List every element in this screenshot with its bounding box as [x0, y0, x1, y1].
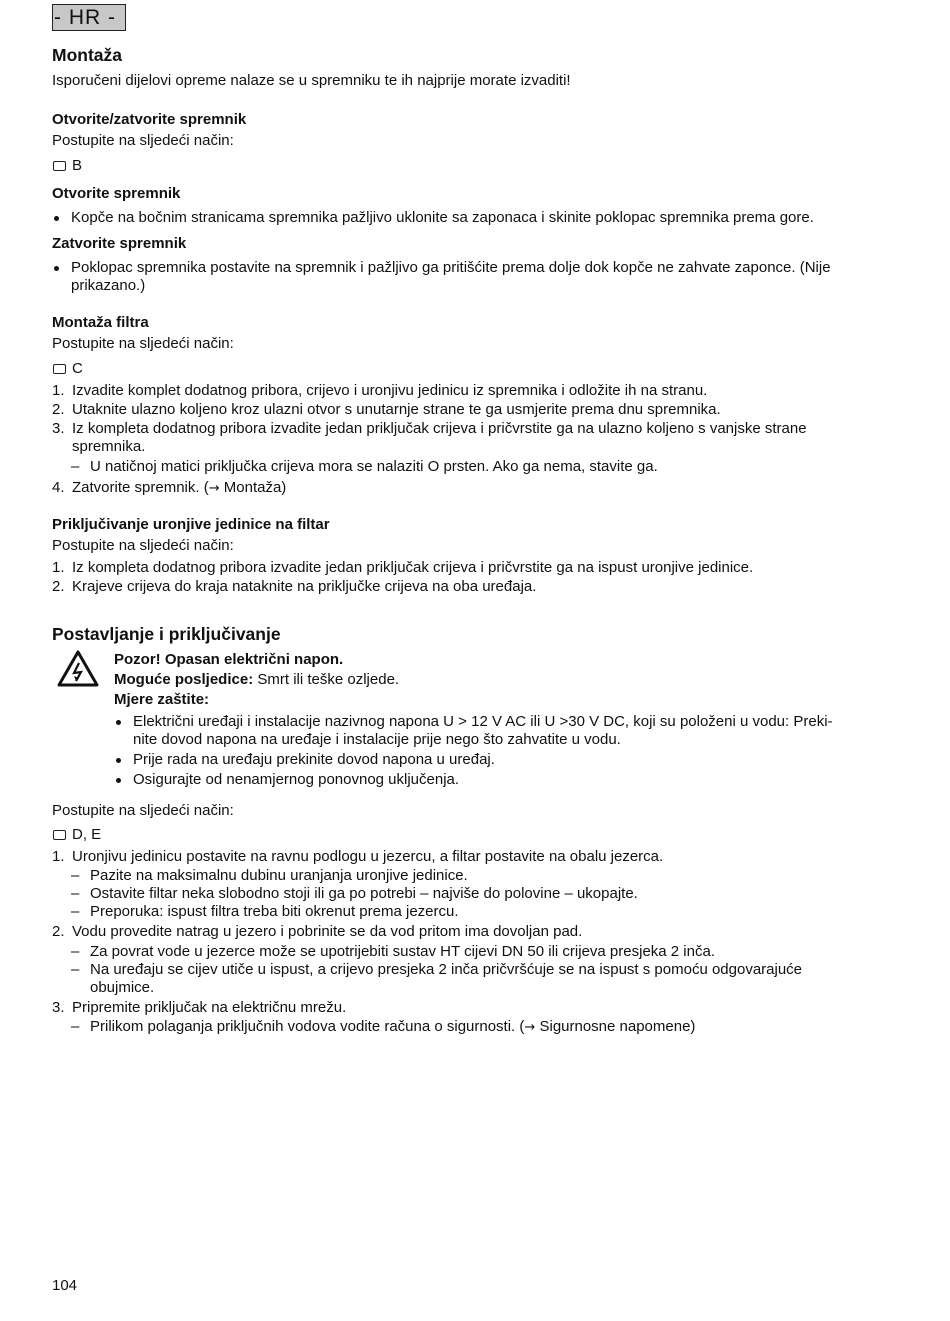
filter-step-4: [52, 479, 287, 498]
setup-step-2: [52, 923, 583, 941]
step-number: 1.: [52, 559, 65, 576]
dash-marker: –: [71, 458, 80, 475]
sub-text: Prilikom polaganja priključnih vodova vodite računa o sigurnosti. (: [90, 1018, 525, 1035]
measure-2: Prije rada na uređaju prekinite dovod napona u uređaj.: [133, 751, 495, 768]
measures-title: Mjere zaštite:: [114, 691, 210, 708]
connect-step-1: [52, 559, 754, 577]
filter-step-2: [52, 401, 721, 419]
sub-text: Pazite na maksimalnu dubinu uranjanja uronjive jedinice.: [90, 867, 468, 884]
step-text: Uronjivu jedinicu postavite na ravnu podlogu u jezercu, a filtar postavite na obalu jezerca.: [72, 848, 664, 865]
arrow-right-icon: →: [524, 1020, 536, 1035]
step-text: Izvadite komplet dodatnog pribora, crijevo i uronjivu jedinicu iz spremnika i odložite ih na stranu.: [72, 382, 708, 399]
filter-proceed: Postupite na sljedeći način:: [52, 335, 234, 352]
step-text: Zatvorite spremnik. (: [72, 479, 209, 496]
dash-marker: –: [71, 961, 80, 978]
connect-proceed: Postupite na sljedeći način:: [52, 537, 234, 554]
setup-step-2-sub-1: [71, 943, 715, 961]
step-number: 2.: [52, 923, 65, 940]
close-container-bullet-cont: prikazano.): [71, 277, 146, 294]
step-number: 3.: [52, 999, 65, 1016]
sub-text: Na uređaju se cijev utiče u ispust, a crijevo presjeka 2 inča pričvršćuje se na ispust s pomoću odgovarajuće: [90, 961, 803, 978]
setup-step-3: [52, 999, 347, 1017]
connect-step-2: [52, 578, 537, 596]
step-text: Iz kompleta dodatnog pribora izvadite jedan priključak crijeva i pričvrstite ga na ulazno koljeno s vanjske strane: [72, 420, 807, 437]
figure-label: B: [72, 157, 83, 174]
setup-step-1-sub-1: [71, 867, 468, 885]
close-container-bullet: Poklopac spremnika postavite na spremnik i pažljivo ga pritišćite prema dolje dok kopče ne zahvate zaponce. (Nije: [71, 259, 831, 276]
setup-title: Postavljanje i priključivanje: [52, 624, 281, 644]
page-number: 104: [52, 1277, 78, 1294]
setup-step-1-sub-2: [71, 885, 638, 903]
step-number: 1.: [52, 382, 65, 399]
setup-step-2-sub-2: [71, 961, 803, 979]
setup-proceed: Postupite na sljedeći način:: [52, 802, 234, 819]
step-number: 2.: [52, 578, 65, 595]
step-text: Iz kompleta dodatnog pribora izvadite jedan priključak crijeva i pričvrstite ga na ispust uronjive jedinice.: [72, 559, 754, 576]
filter-step-3-sub: [71, 458, 658, 476]
setup-step-1-sub-3: [71, 903, 459, 921]
figure-label: D, E: [72, 826, 102, 843]
consequences-text: Smrt ili teške ozljede.: [253, 671, 400, 688]
step-number: 1.: [52, 848, 65, 865]
step-text: Krajeve crijeva do kraja nataknite na priključke crijeva na oba uređaja.: [72, 578, 537, 595]
consequences-label: Moguće posljedice:: [114, 671, 254, 688]
open-close-title: Otvorite/zatvorite spremnik: [52, 111, 247, 128]
arrow-right-icon: →: [208, 481, 220, 496]
setup-step-1: [52, 848, 664, 866]
setup-step-2-sub-2-cont: obujmice.: [90, 979, 155, 996]
step-number: 2.: [52, 401, 65, 418]
warning-consequences: [114, 671, 399, 689]
step-text: Utaknite ulazno koljeno kroz ulazni otvor s unutarnje strane te ga usmjerite prema dnu spremnika.: [72, 401, 721, 418]
sub-text: Za povrat vode u jezerce može se upotrijebiti sustav HT cijevi DN 50 ili crijeva presjeka 2 inča.: [90, 943, 715, 960]
figure-ref-b: [53, 157, 82, 175]
open-close-proceed: Postupite na sljedeći način:: [52, 132, 234, 149]
montaza-intro: Isporučeni dijelovi opreme nalaze se u spremniku te ih najprije morate izvaditi!: [52, 72, 571, 89]
open-container-bullet: Kopče na bočnim stranicama spremnika pažljivo uklonite sa zaponaca i skinite poklopac spremnika prema gore.: [71, 209, 814, 226]
filter-mount-title: Montaža filtra: [52, 314, 149, 331]
step-text: Pripremite priključak na električnu mrežu.: [72, 999, 347, 1016]
figure-icon: [53, 830, 66, 840]
close-container-title: Zatvorite spremnik: [52, 235, 187, 252]
step-number: 4.: [52, 479, 65, 496]
measure-1-cont: nite dovod napona na uređaje i instalacije prije nego što zahvatite u vodu.: [133, 731, 621, 748]
figure-icon: [53, 161, 66, 171]
figure-ref-c: [53, 360, 83, 378]
setup-step-3-sub: [71, 1018, 696, 1037]
connect-title: Priključivanje uronjive jedinice na filtar: [52, 516, 330, 533]
language-tag: - HR -: [52, 4, 126, 31]
measure-1: Električni uređaji i instalacije nazivnog napona U > 12 V AC ili U >30 V DC, koji su položeni u vodu: Preki-: [133, 713, 833, 730]
filter-step-3: [52, 420, 807, 438]
figure-ref-d-e: [53, 826, 101, 844]
open-container-title: Otvorite spremnik: [52, 185, 181, 202]
cross-reference: Montaža): [219, 479, 287, 496]
measure-3: Osigurajte od nenamjernog ponovnog uključenja.: [133, 771, 460, 788]
figure-icon: [53, 364, 66, 374]
step-text: Vodu provedite natrag u jezero i pobrinite se da vod pritom ima dovoljan pad.: [72, 923, 583, 940]
warning-title: Pozor! Opasan električni napon.: [114, 651, 344, 668]
step-number: 3.: [52, 420, 65, 437]
dash-marker: –: [71, 1018, 80, 1035]
filter-step-1: [52, 382, 708, 400]
dash-marker: –: [71, 943, 80, 960]
dash-marker: –: [71, 903, 80, 920]
section-title-montaza: Montaža: [52, 45, 122, 65]
sub-text: Ostavite filtar neka slobodno stoji ili ga po potrebi – najviše do polovine – ukopajte.: [90, 885, 638, 902]
dash-marker: –: [71, 885, 80, 902]
dash-marker: –: [71, 867, 80, 884]
high-voltage-warning-icon: [57, 650, 99, 688]
figure-label: C: [72, 360, 83, 377]
sub-text: Preporuka: ispust filtra treba biti okrenut prema jezercu.: [90, 903, 459, 920]
cross-reference: Sigurnosne napomene): [535, 1018, 696, 1035]
filter-step-3-cont: spremnika.: [72, 438, 146, 455]
sub-text: U natičnoj matici priključka crijeva mora se nalaziti O prsten. Ako ga nema, stavite ga.: [90, 458, 658, 475]
